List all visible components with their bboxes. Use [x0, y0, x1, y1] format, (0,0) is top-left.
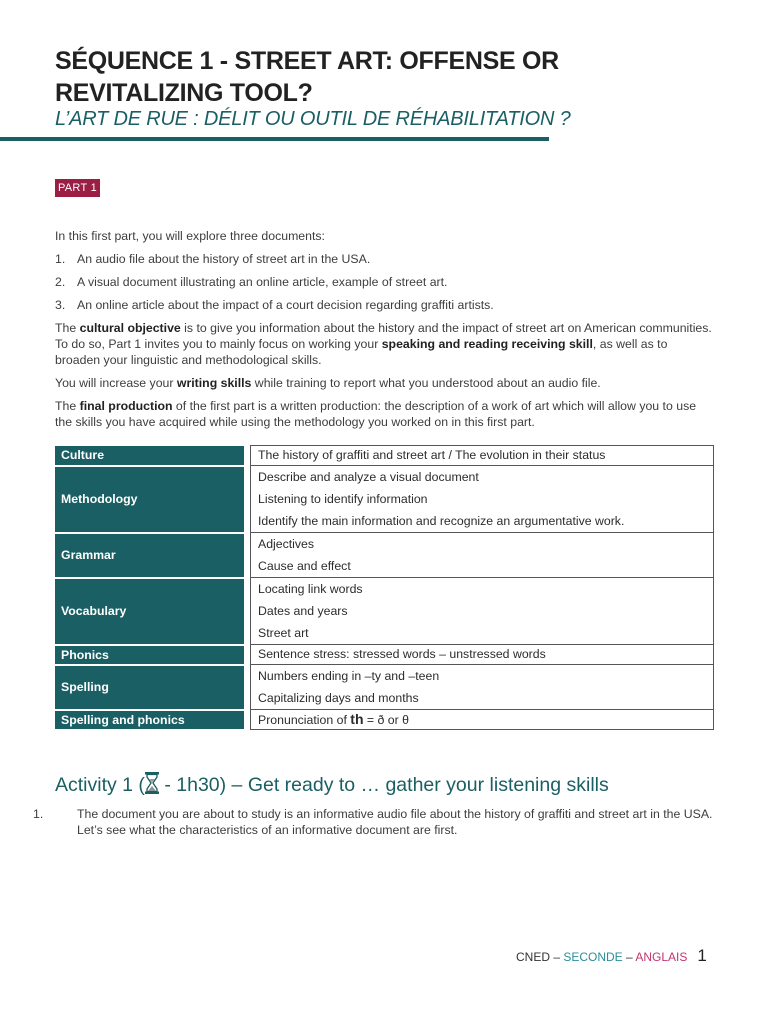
list-number: 1. — [55, 252, 66, 266]
title-line-2: REVITALIZING TOOL? — [55, 79, 313, 107]
row-category: Grammar — [55, 533, 244, 578]
page-footer — [516, 946, 707, 966]
row-item: Listening to identify information — [258, 492, 428, 506]
list-text: An online article about the impact of a court decision regarding graffiti artists. — [77, 298, 494, 312]
table-row — [55, 466, 714, 533]
row-items — [251, 645, 714, 665]
text-run: is to give you information about the history and the impact of street art on American communities. To do so, Part 1 invites you to mainly focus on working your — [55, 321, 712, 351]
page-title — [55, 45, 655, 109]
document-list-item — [55, 274, 715, 290]
text-run: Pronunciation of — [258, 713, 351, 727]
part-badge: PART 1 — [55, 179, 100, 197]
final-production-paragraph — [55, 398, 715, 430]
table-row — [55, 645, 714, 665]
text-run: while training to report what you understood about an audio file. — [251, 376, 601, 390]
bold-run: final production — [79, 399, 173, 413]
row-category: Methodology — [55, 466, 244, 533]
page-subtitle: L’ART DE RUE : DÉLIT OU OUTIL DE RÉHABILITATION ? — [55, 108, 571, 130]
question-1 — [33, 806, 737, 838]
page-number: 1 — [697, 946, 707, 965]
list-number: 3. — [55, 298, 66, 312]
text-run: , as well as to broaden your linguistic and methodological skills. — [55, 337, 668, 367]
row-item: Street art — [258, 626, 309, 640]
footer-separator: – — [622, 950, 636, 964]
activity-prefix: Activity 1 ( — [55, 774, 145, 796]
list-text: An audio file about the history of street art in the USA. — [77, 252, 371, 266]
row-category: Phonics — [55, 645, 244, 665]
table-row — [55, 665, 714, 710]
skills-table — [55, 445, 714, 731]
row-items — [251, 578, 714, 645]
row-item: Adjectives — [258, 537, 315, 551]
table-row — [55, 710, 714, 730]
footer-seconde: SECONDE — [563, 950, 623, 964]
footer-anglais: ANGLAIS — [635, 950, 688, 964]
hourglass-icon — [145, 772, 159, 800]
activity-suffix: - 1h30) – Get ready to … gather your listening skills — [158, 774, 609, 796]
text-run: The — [55, 321, 80, 335]
row-item: The history of graffiti and street art / The evolution in their status — [258, 448, 606, 462]
bold-run: writing skills — [176, 376, 252, 390]
writing-skills-paragraph — [55, 375, 715, 391]
cultural-objective-paragraph — [55, 320, 715, 368]
text-run: of the first part is a written production: the description of a work of art which will allow you to use the skills you have acquired while using the methodology you worked on in this first part. — [55, 399, 697, 429]
bold-run: th — [350, 711, 364, 727]
row-item: Numbers ending in –ty and –teen — [258, 669, 440, 683]
title-underline — [0, 137, 549, 141]
row-item: Capitalizing days and months — [258, 691, 419, 705]
row-items — [251, 466, 714, 533]
row-item: Dates and years — [258, 604, 348, 618]
question-text: The document you are about to study is an informative audio file about the history of graffiti and street art in the USA. Let’s see what the characteristics of an informative document are first. — [77, 807, 713, 837]
row-item: Locating link words — [258, 582, 363, 596]
text-run: The — [55, 399, 80, 413]
row-item: Identify the main information and recognize an argumentative work. — [258, 514, 625, 528]
row-items — [251, 665, 714, 710]
bold-run: speaking and reading receiving skill — [381, 337, 593, 351]
list-text: A visual document illustrating an online article, example of street art. — [77, 275, 448, 289]
row-category: Spelling and phonics — [55, 710, 244, 730]
row-items — [251, 446, 714, 466]
activity-heading — [55, 772, 609, 800]
title-line-1: SÉQUENCE 1 - STREET ART: OFFENSE OR — [55, 47, 559, 75]
table-row — [55, 446, 714, 466]
document-list-item — [55, 251, 715, 267]
document-list-item — [55, 297, 715, 313]
row-item — [258, 710, 713, 729]
row-category: Spelling — [55, 665, 244, 710]
row-category: Vocabulary — [55, 578, 244, 645]
row-items — [251, 710, 714, 730]
bold-run: cultural objective — [79, 321, 181, 335]
footer-cned: CNED – — [516, 950, 564, 964]
text-run: = ð or θ — [363, 713, 409, 727]
row-items — [251, 533, 714, 578]
row-item: Cause and effect — [258, 559, 351, 573]
intro-text: In this first part, you will explore three documents: — [55, 229, 325, 243]
row-item: Sentence stress: stressed words – unstressed words — [258, 647, 546, 661]
table-row — [55, 533, 714, 578]
row-item: Describe and analyze a visual document — [258, 470, 479, 484]
list-number: 2. — [55, 275, 66, 289]
table-row — [55, 578, 714, 645]
row-category: Culture — [55, 446, 244, 466]
text-run: You will increase your — [55, 376, 177, 390]
list-number: 1. — [33, 807, 44, 821]
